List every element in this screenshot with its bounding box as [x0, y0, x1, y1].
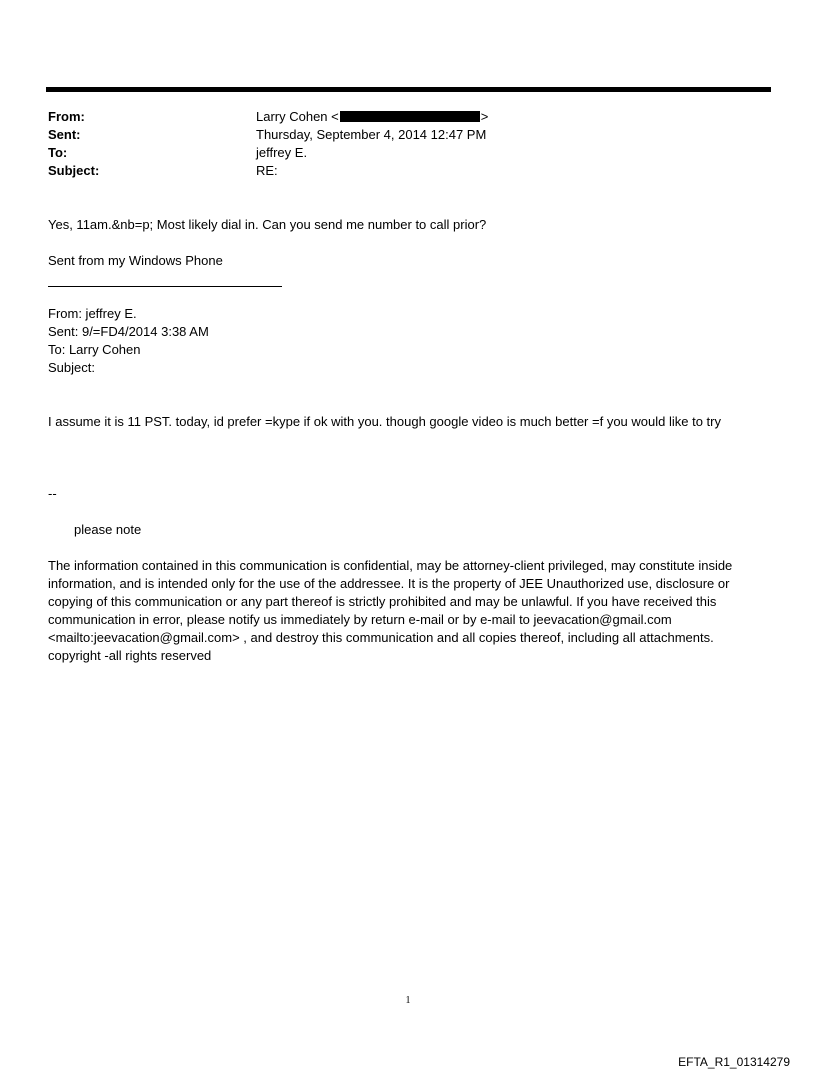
signature-dashes: -- [48, 486, 57, 501]
sent-label: Sent: [48, 127, 81, 142]
reply-body: Yes, 11am.&nb=p; Most likely dial in. Can you send me number to call prior? [48, 217, 487, 232]
quoted-body: I assume it is 11 PST. today, id prefer =kype if ok with you. though google video is much better =f you would like to try [48, 414, 721, 429]
quoted-to-line: To: Larry Cohen [48, 342, 141, 357]
quoted-sent-line: Sent: 9/=FD4/2014 3:38 AM [48, 324, 209, 339]
header-top-rule [46, 87, 771, 92]
confidentiality-disclaimer: The information contained in this communication is confidential, may be attorney-client privileged, may constitute inside information, and is intended only for the use of the addressee. It is the property of JEE Unauthorized use, disclosure or copying of this communication or any part thereof is strictly prohibited and may be unlawful. If you have received this communication in error, please notify us immediately by return e-mail or by e-mail to jeevacation@gmail.com <mailto:jeevacation@gmail.com> , and destroy this communication and all copies thereof, including all attachments. copyright -all rights reserved [48, 558, 733, 663]
to-label: To: [48, 145, 68, 160]
quote-separator-rule [48, 286, 282, 287]
from-name: Larry Cohen < [256, 109, 339, 124]
subject-label: Subject: [48, 163, 100, 178]
from-label: From: [48, 109, 85, 124]
page-number: 1 [405, 995, 411, 1006]
quoted-from-line: From: jeffrey E. [48, 306, 137, 321]
sent-value: Thursday, September 4, 2014 12:47 PM [256, 127, 487, 142]
document-id: EFTA_R1_01314279 [678, 1055, 790, 1069]
from-close-bracket: > [480, 109, 489, 124]
to-value: jeffrey E. [256, 145, 308, 160]
from-value [256, 108, 488, 126]
quoted-subject-line: Subject: [48, 360, 95, 375]
please-note: please note [74, 522, 142, 537]
subject-value: RE: [256, 163, 278, 178]
redacted-email-block [340, 111, 480, 122]
signature: Sent from my Windows Phone [48, 253, 223, 268]
